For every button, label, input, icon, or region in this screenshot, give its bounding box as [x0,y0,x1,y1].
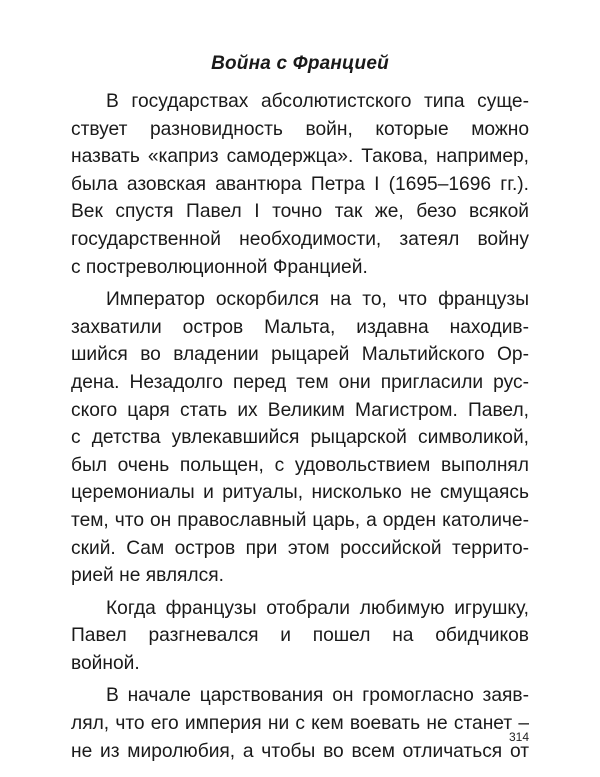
text-line: была азовская авантюра Петра I (1695–1696 гг.). [71,173,529,195]
text-line: Император оскорбился на то, что французы [106,289,529,311]
text-line: шийся во владении рыцарей Мальтийского Ор- [71,344,529,366]
text-line: назвать «каприз самодержца». Такова, например, [71,146,529,168]
text-line: дена. Незадолго перед тем они пригласили рус- [71,371,529,393]
text-line: с детства увлекавшийся рыцарской символикой, [71,427,529,449]
chapter-title: Война с Францией [211,53,389,74]
paragraph [71,682,529,765]
text-line: Век спустя Павел I точно так же, безо всякой [71,201,529,223]
page-number: 314 [508,730,529,744]
paragraph [71,286,529,590]
text-line: лял, что его империя ни с кем воевать не станет – [71,713,529,735]
text-line: государственной необходимости, затеял войну [71,228,529,250]
paragraph [71,595,529,678]
text-line: ского царя стать их Великим Магистром. Павел, [71,399,529,421]
text-line: В государствах абсолютистского типа суще- [106,91,529,112]
text-line: церемониалы и ритуалы, нисколько не смущаясь [71,482,529,504]
text-line: Когда французы отобрали любимую игрушку, [106,597,529,619]
text-line: был очень польщен, с удовольствием выполнял [71,454,529,476]
text-line: Павел разгневался и пошел на обидчиков [71,625,529,647]
text-line: В начале царствования он громогласно заяв- [106,685,529,707]
text-line: ствует разновидность войн, которые можно [71,118,529,140]
text-line: рией не являлся. [71,565,224,587]
paragraph [71,88,529,281]
text-line: захватили остров Мальта, издавна находив- [71,316,529,338]
body-text [71,88,529,765]
text-line: с постреволюционной Францией. [71,256,368,278]
text-line: войной. [71,652,140,674]
text-line: ский. Сам остров при этом российской террито- [71,537,529,559]
text-line: тем, что он православный царь, а орден католиче- [71,509,529,531]
text-line: не из миролюбия, а чтобы во всем отличаться от [71,740,529,762]
